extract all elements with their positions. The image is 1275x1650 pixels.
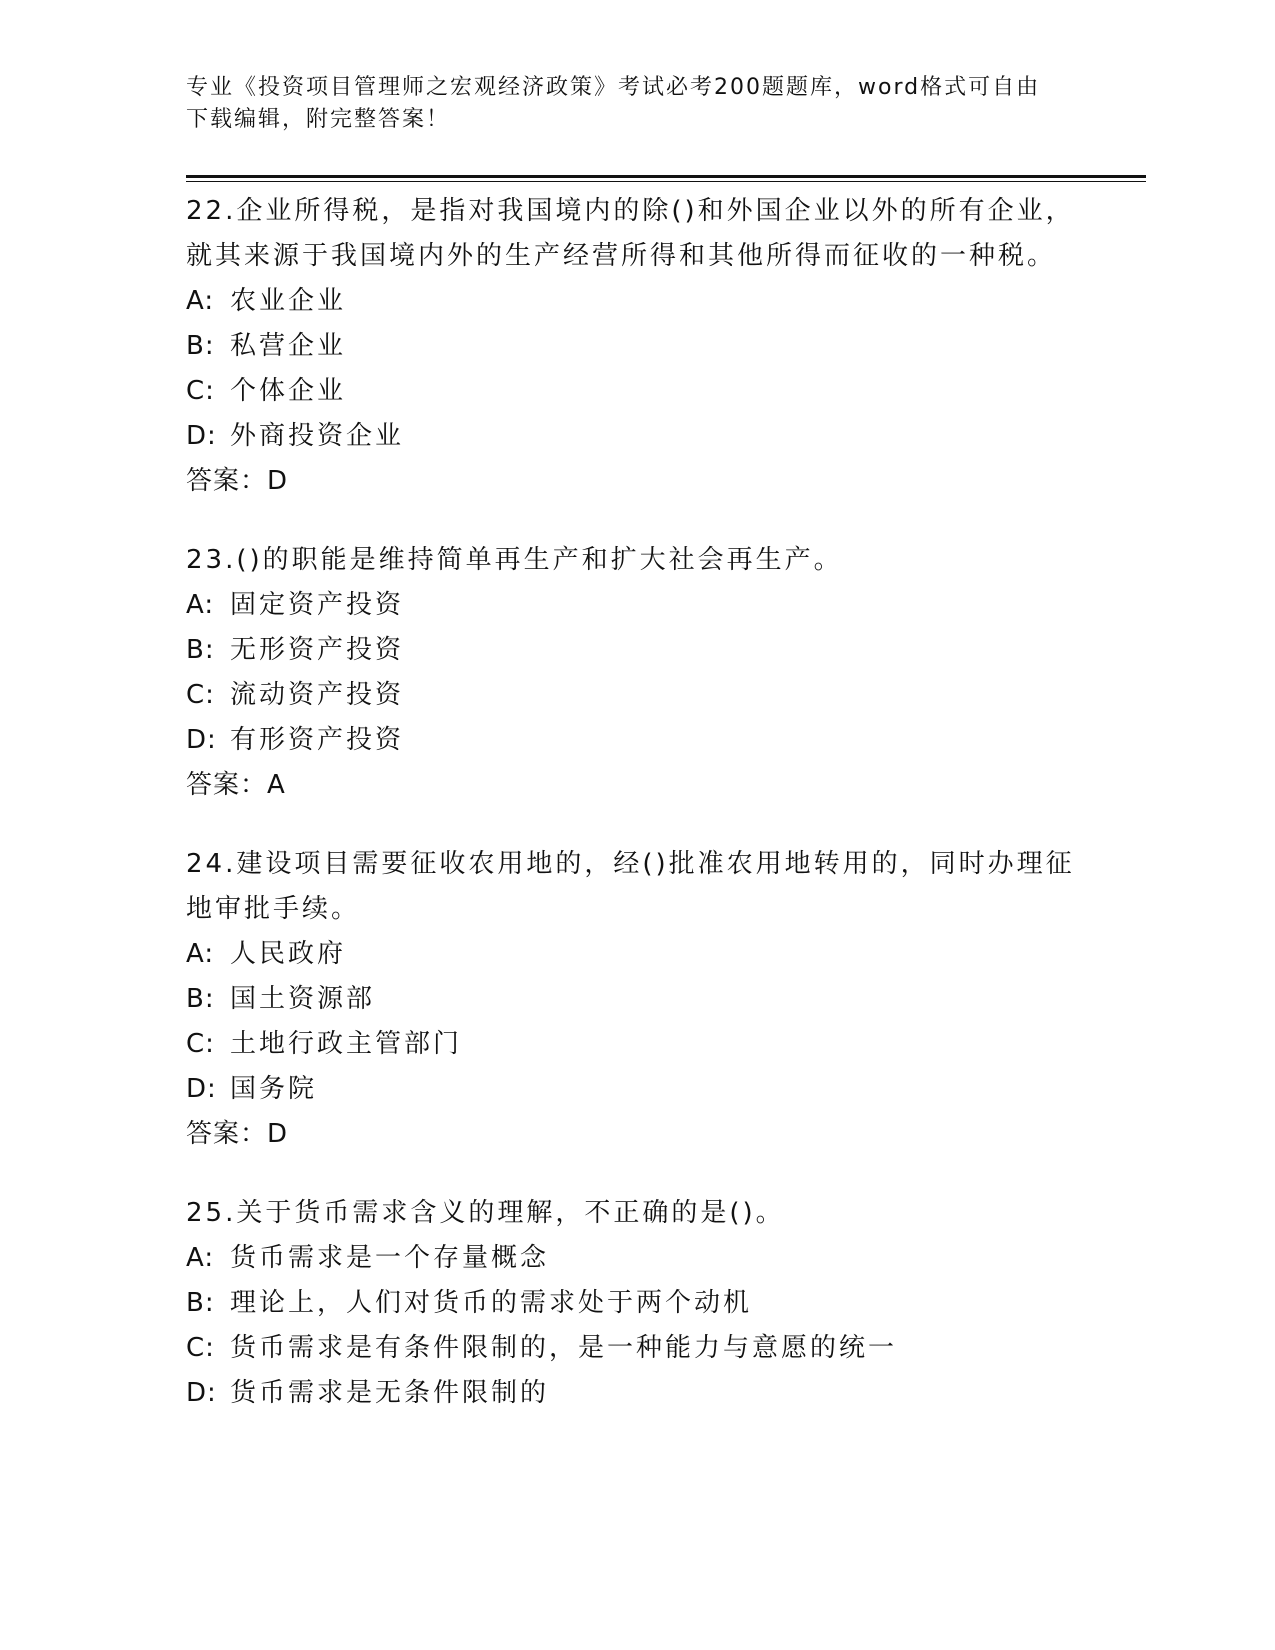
question-25	[186, 1191, 1086, 1416]
option-letter: B:	[186, 635, 215, 665]
option-text: 个体企业	[230, 376, 347, 406]
question-stem: 23.()的职能是维持简单再生产和扩大社会再生产。	[186, 545, 843, 575]
option-letter: C:	[186, 376, 215, 406]
option-c	[186, 1326, 1086, 1371]
option-text: 私营企业	[230, 331, 347, 361]
option-b	[186, 1281, 1086, 1326]
option-text: 农业企业	[230, 286, 347, 316]
option-a	[186, 583, 1086, 628]
option-text: 有形资产投资	[230, 725, 405, 755]
option-letter: A:	[186, 1243, 215, 1273]
option-letter: C:	[186, 1333, 215, 1363]
header-divider-thick	[186, 175, 1146, 178]
option-letter: D:	[186, 725, 217, 755]
option-text: 货币需求是无条件限制的	[230, 1378, 550, 1408]
option-c	[186, 369, 1086, 414]
option-text: 固定资产投资	[230, 590, 405, 620]
option-letter: D:	[186, 421, 217, 451]
option-letter: A:	[186, 286, 215, 316]
option-letter: D:	[186, 1074, 217, 1104]
option-text: 理论上，人们对货币的需求处于两个动机	[230, 1288, 753, 1318]
option-letter: C:	[186, 1029, 215, 1059]
option-d	[186, 414, 1086, 459]
question-22	[186, 189, 1086, 504]
question-stem: 24.建设项目需要征收农用地的，经()批准农用地转用的，同时办理征地审批手续。	[186, 849, 1075, 924]
option-a	[186, 279, 1086, 324]
question-23	[186, 538, 1086, 808]
option-b	[186, 977, 1086, 1022]
question-stem: 25.关于货币需求含义的理解，不正确的是()。	[186, 1198, 785, 1228]
option-letter: B:	[186, 1288, 215, 1318]
option-text: 货币需求是有条件限制的，是一种能力与意愿的统一	[230, 1333, 898, 1363]
option-c	[186, 1022, 1086, 1067]
option-d	[186, 718, 1086, 763]
option-b	[186, 324, 1086, 369]
option-text: 货币需求是一个存量概念	[230, 1243, 550, 1273]
option-a	[186, 932, 1086, 977]
option-letter: B:	[186, 984, 215, 1014]
option-text: 外商投资企业	[230, 421, 405, 451]
option-text: 国土资源部	[230, 984, 376, 1014]
option-d	[186, 1067, 1086, 1112]
option-c	[186, 673, 1086, 718]
answer-line: 答案：D	[186, 466, 289, 496]
option-text: 土地行政主管部门	[230, 1029, 463, 1059]
option-a	[186, 1236, 1086, 1281]
answer-line: 答案：A	[186, 770, 286, 800]
option-letter: D:	[186, 1378, 217, 1408]
option-text: 无形资产投资	[230, 635, 405, 665]
header-line-1: 专业《投资项目管理师之宏观经济政策》考试必考200题题库，word格式可自由	[186, 75, 1041, 100]
header-divider-thin	[186, 181, 1146, 182]
option-letter: A:	[186, 590, 215, 620]
header-line-2: 下载编辑，附完整答案！	[186, 107, 451, 132]
question-24	[186, 842, 1086, 1157]
option-text: 流动资产投资	[230, 680, 405, 710]
question-list	[186, 189, 1086, 1450]
option-text: 国务院	[230, 1074, 318, 1104]
option-letter: B:	[186, 331, 215, 361]
option-d	[186, 1371, 1086, 1416]
question-stem: 22.企业所得税，是指对我国境内的除()和外国企业以外的所有企业，就其来源于我国境内外的生产经营所得和其他所得而征收的一种税。	[186, 196, 1075, 271]
option-letter: C:	[186, 680, 215, 710]
option-text: 人民政府	[230, 939, 347, 969]
option-letter: A:	[186, 939, 215, 969]
option-b	[186, 628, 1086, 673]
document-header	[186, 72, 1066, 136]
answer-line: 答案：D	[186, 1119, 289, 1149]
